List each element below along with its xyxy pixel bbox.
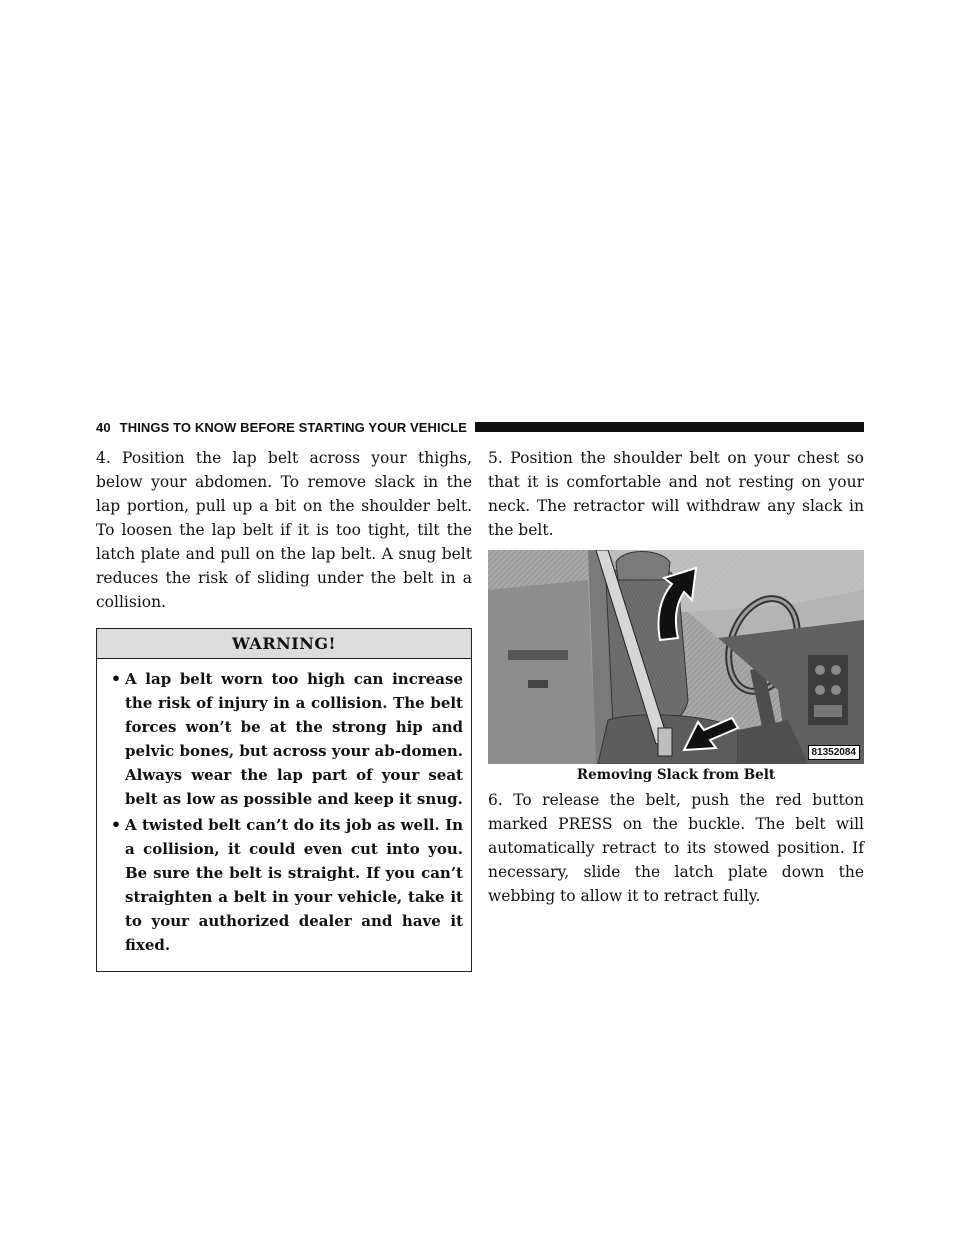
header-title: THINGS TO KNOW BEFORE STARTING YOUR VEHICLE [119,419,468,435]
step-4-paragraph: 4. Position the lap belt across your thighs, below your abdomen. To remove slack in the lap portion, pull up a bit on the shoulder belt. To loosen the lap belt if it is too tight, tilt the latch plate and pull on the lap belt. A snug belt reduces the risk of sliding under the belt in a collision. [96,449,472,611]
warning-list [97,659,471,971]
page-number: 40 [96,419,111,435]
figure-caption: Removing Slack from Belt [576,767,776,783]
bullet-icon: • [110,669,122,688]
warning-item [107,813,463,957]
header-rule [475,422,864,432]
running-header [96,416,864,438]
step-6-paragraph: 6. To release the belt, push the red button marked PRESS on the buckle. The belt will automatically retract to its stowed position. If necessary, slide the latch plate down the webbing to allow it to retract fully. [488,791,864,905]
left-column [96,446,472,972]
warning-box [96,628,472,972]
warning-item-text: A twisted belt can’t do its job as well. In a collision, it could even cut into you. Be sure the belt is straight. If you can’t straighten a belt in your vehicle, take it to your authorized dealer and have it fixed. [125,816,463,954]
right-column [488,446,864,908]
warning-heading: WARNING! [97,629,471,659]
warning-item [107,667,463,811]
step-5-paragraph: 5. Position the shoulder belt on your chest so that it is comfortable and not resting on your neck. The retractor will withdraw any slack in the belt. [488,449,864,539]
warning-item-text: A lap belt worn too high can increase the risk of injury in a collision. The belt forces won’t be at the strong hip and pelvic bones, but across your ab-domen. Always wear the lap part of your seat belt as low as possible and keep it snug. [125,670,463,808]
figure-code: 81352084 [808,745,861,760]
seat-belt-illustration [488,550,864,764]
car-interior-drawing [488,550,864,764]
bullet-icon: • [110,815,122,834]
